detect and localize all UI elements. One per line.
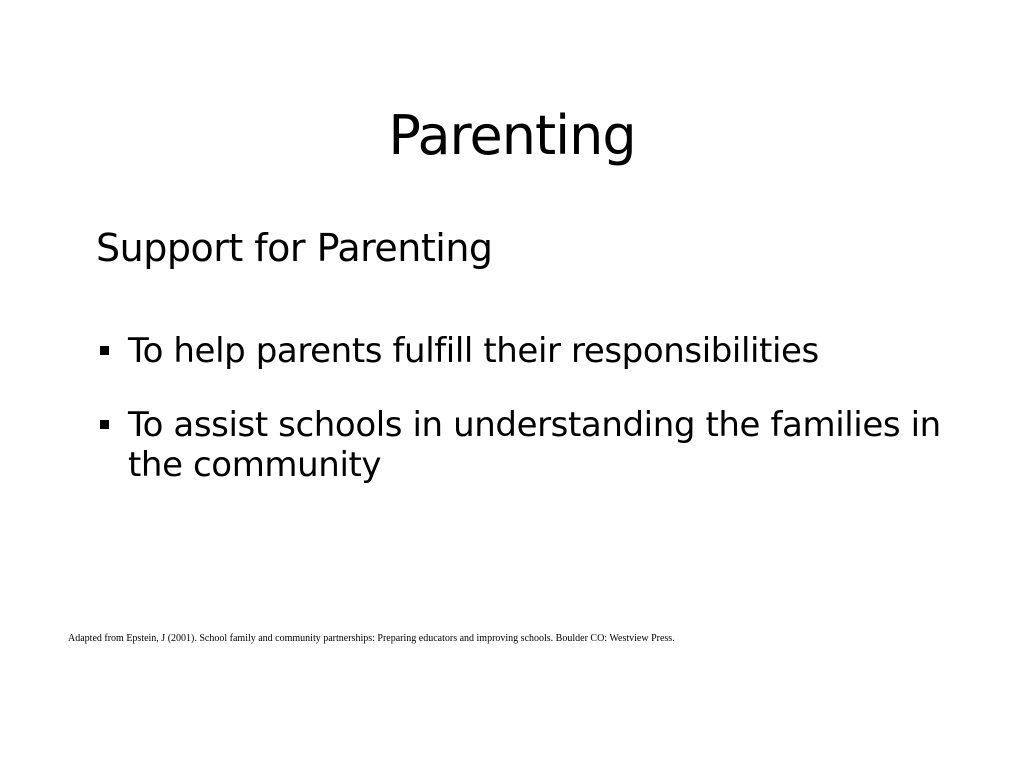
bullet-text: To help parents fulfill their responsibilities — [128, 331, 819, 371]
citation-footnote: Adapted from Epstein, J (2001). School family and community partnerships: Preparing educators and improving schools. Boulder CO: Westview Press. — [68, 633, 675, 644]
slide-title: Parenting — [388, 104, 636, 167]
bullet-list — [96, 331, 996, 519]
bullet-item — [96, 331, 996, 371]
square-bullet-icon — [100, 346, 109, 355]
slide-subtitle: Support for Parenting — [96, 226, 493, 270]
square-bullet-icon — [100, 420, 109, 429]
bullet-item — [96, 405, 996, 485]
bullet-text: To assist schools in understanding the families in the community — [128, 405, 941, 485]
